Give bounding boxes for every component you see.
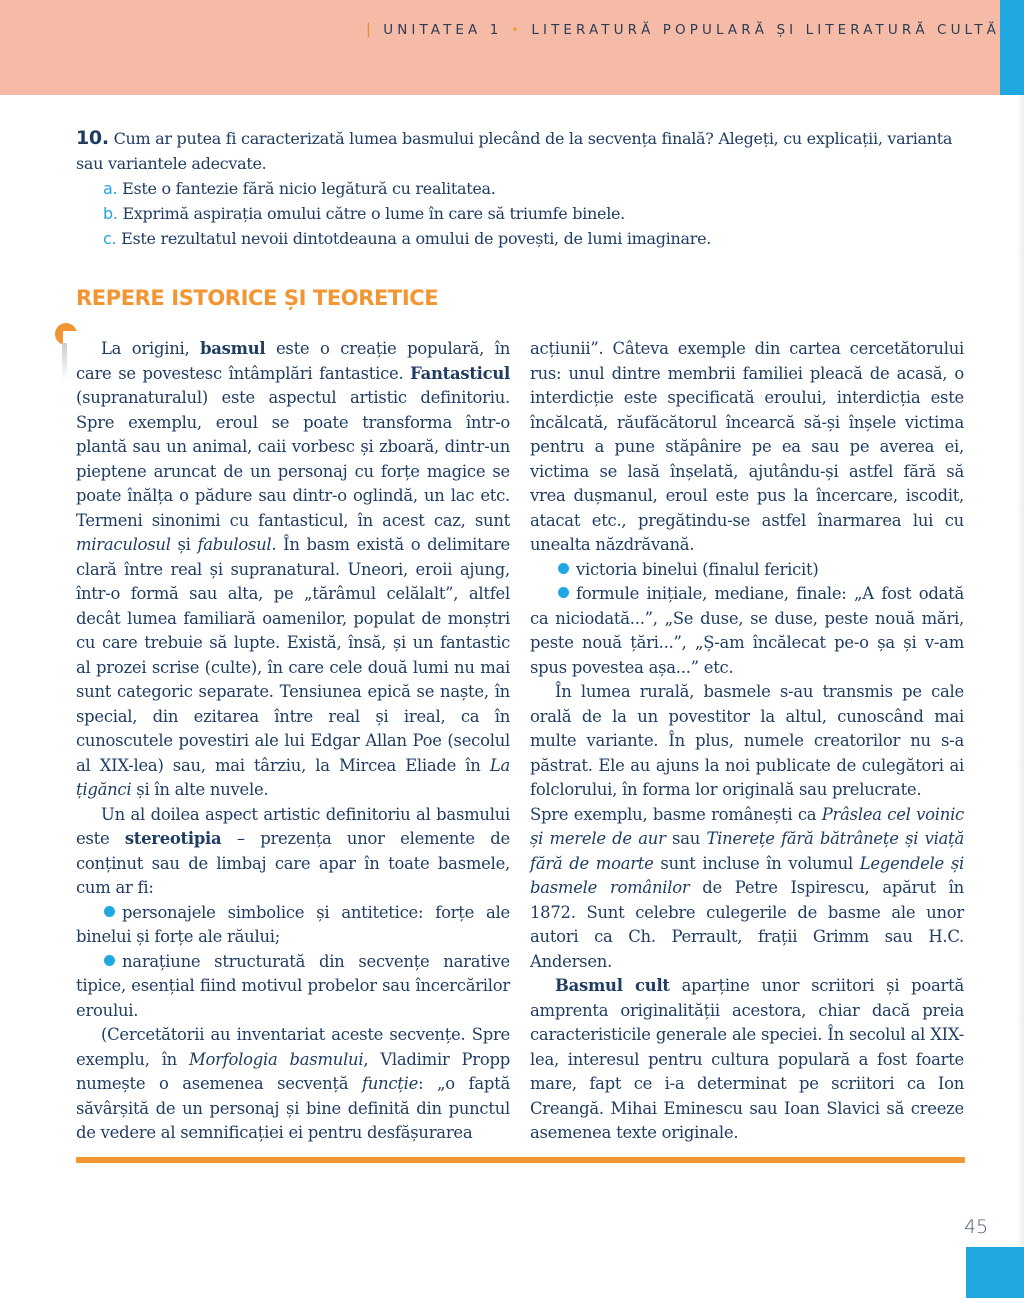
header-title: LITERATURĂ POPULARĂ ȘI LITERATURĂ CULTĂ [531,22,1000,38]
text-column-left [76,337,510,1146]
option-letter: a. [103,179,118,198]
option-text: Exprimă aspirația omului către o lume în care să triumfe binele. [122,204,625,223]
term-basmul-cult: Basmul cult [555,976,670,995]
page-number: 45 [964,1216,989,1238]
section-circle-icon [55,323,77,345]
side-tab-top [1000,0,1024,95]
bullet-item: formule inițiale, mediane, finale: „A fost odată ca niciodată...”, „Se duse, se duse, peste nouă mări, peste nouă țări...”, „Ș-am încălecat pe-o șa și v-am spus povestea așa...” etc. [530,584,964,677]
header-band [0,0,1000,95]
term-fantasticul: Fantasticul [410,363,510,383]
bullet-dot-icon [558,563,569,574]
section-vertical-rule [62,343,67,381]
option-text: Este rezultatul nevoii dintotdeauna a omului de povești, de lumi imaginare. [121,229,712,248]
paragraph: Basmul cult aparține unor scriitori și poartă amprenta originalității acestora, chiar dacă preia caracteristicile generale ale speciei. În secolul al XIX-lea, interesul pentru cultura populară a fost foarte mare, fapt ce i-a determinat pe scriitori ca Ion Creangă. Mihai Eminescu sau Ioan Slavici să creeze asemenea texte originale. [530,976,964,1142]
question-option-a [76,176,971,201]
header-separator-dot: • [510,22,523,38]
bullet-dot-icon [558,587,569,598]
question-text: Cum ar putea fi caracterizată lumea basmului plecând de la secvența finală? Alegeți, cu explicații, varianta sau variantele adecvate. [76,129,953,173]
bullet-item: personajele simbolice și antitetice: forțe ale binelui și forțe ale răului; [76,902,510,946]
question-option-c [76,226,971,251]
section-title: REPERE ISTORICE ȘI TEORETICE [76,286,439,310]
paragraph: acțiunii”. Câteva exemple din cartea cercetătorului rus: unul dintre membrii familiei pleacă de acasă, o interdicție este specificată eroului, interdicția este încălcată, răufăcătorul încearcă să-și înșele victima pentru a pune stăpânire pe ea sau pe averea ei, victima se lasă înșelată, ajutându-și astfel fără să vrea dușmanul, eroul este pus la încercare, iscodit, atacat etc., pregătindu-se astfel înarmarea lui cu unealta năzdrăvană. [530,339,964,554]
option-text: Este o fantezie fără nicio legătură cu realitatea. [122,179,496,198]
question-number: 10. [76,127,109,149]
text-column-right [530,337,964,1146]
term-basmul: basmul [200,339,266,358]
paragraph: Un al doilea aspect artistic definitoriu al basmului este stereotipia – prezența unor elemente de conținut sau de limbaj care apar în toate basmele, cum ar fi: [76,804,510,897]
bottom-rule [76,1157,965,1163]
side-tab-bottom [966,1247,1024,1298]
question-stem [76,126,971,176]
option-letter: c. [103,229,117,248]
question-option-b [76,201,971,226]
paragraph: În lumea rurală, basmele s-au transmis pe cale orală de la un povestitor la altul, cunoscând mai multe variante. În plus, numele creatorilor nu s-a păstrat. Ele au ajuns la noi publicate de culegători ai folclorului, în forma lor originală sau prelucrate. [530,682,964,799]
header-separator-bar: | [366,22,375,38]
term-stereotipia: stereotipia [124,829,222,848]
paragraph: La origini, basmul este o creație populară, în care se povestesc întâmplări fantastice. Fantasticul (supranaturalul) este aspectul artistic definitoriu. Spre exemplu, eroul se poate transforma într-o plantă sau un animal, caii vorbesc și zboară, dintr-un pieptene aruncat de un personaj cu forțe magice se poate înălța o pădure sau dintr-o oglindă, un lac etc. Termeni sinonimi cu fantasticul, în acest caz, sunt miraculosul și fabulosul. În basm există o delimitare clară între real și supranatural. Uneori, eroii ajung, într-o formă sau alta, pe „tărâmul celălalt”, altfel decât lumea familiară oamenilor, populat de monștri cu care trebuie să lupte. Există, însă, și un fantastic al prozei scrise (culte), în care cele două lumi nu mai sunt categoric separate. Tensiunea epică se naște, în special, din ezitarea între real și ireal, ca în cunoscutele povestiri ale lui Edgar Allan Poe (secolul al XIX-lea) sau, mai târziu, la Mircea Eliade în La țigănci și în alte nuvele. [76,339,511,799]
paragraph: (Cercetătorii au inventariat aceste secvențe. Spre exemplu, în Morfologia basmului, Vladimir Propp numește o asemenea secvență funcție: „o faptă săvârșită de un personaj și bine definită din punctul de vedere al semnificației ei pentru desfășurarea [76,1025,510,1142]
option-letter: b. [103,204,118,223]
question-10 [76,126,971,251]
bullet-item: narațiune structurată din secvențe narative tipice, esențial fiind motivul probelor sau încercărilor eroului. [76,951,510,1020]
header-unit: UNITATEA 1 [383,22,503,38]
bullet-dot-icon [104,955,115,966]
running-header [366,22,1000,38]
bullet-item: victoria binelui (finalul fericit) [530,558,964,583]
side-edge-strip [1017,95,1024,1247]
bullet-dot-icon [104,906,115,917]
paragraph: Spre exemplu, basme românești ca Prâslea cel voinic și merele de aur sau Tinerețe fără bătrânețe și viață fără de moarte sunt incluse în volumul Legendele și basmele românilor de Petre Ispirescu, apărut în 1872. Sunt celebre culegerile de basme ale unor autori ca Ch. Perrault, frații Grimm sau H.C. Andersen. [530,804,964,971]
